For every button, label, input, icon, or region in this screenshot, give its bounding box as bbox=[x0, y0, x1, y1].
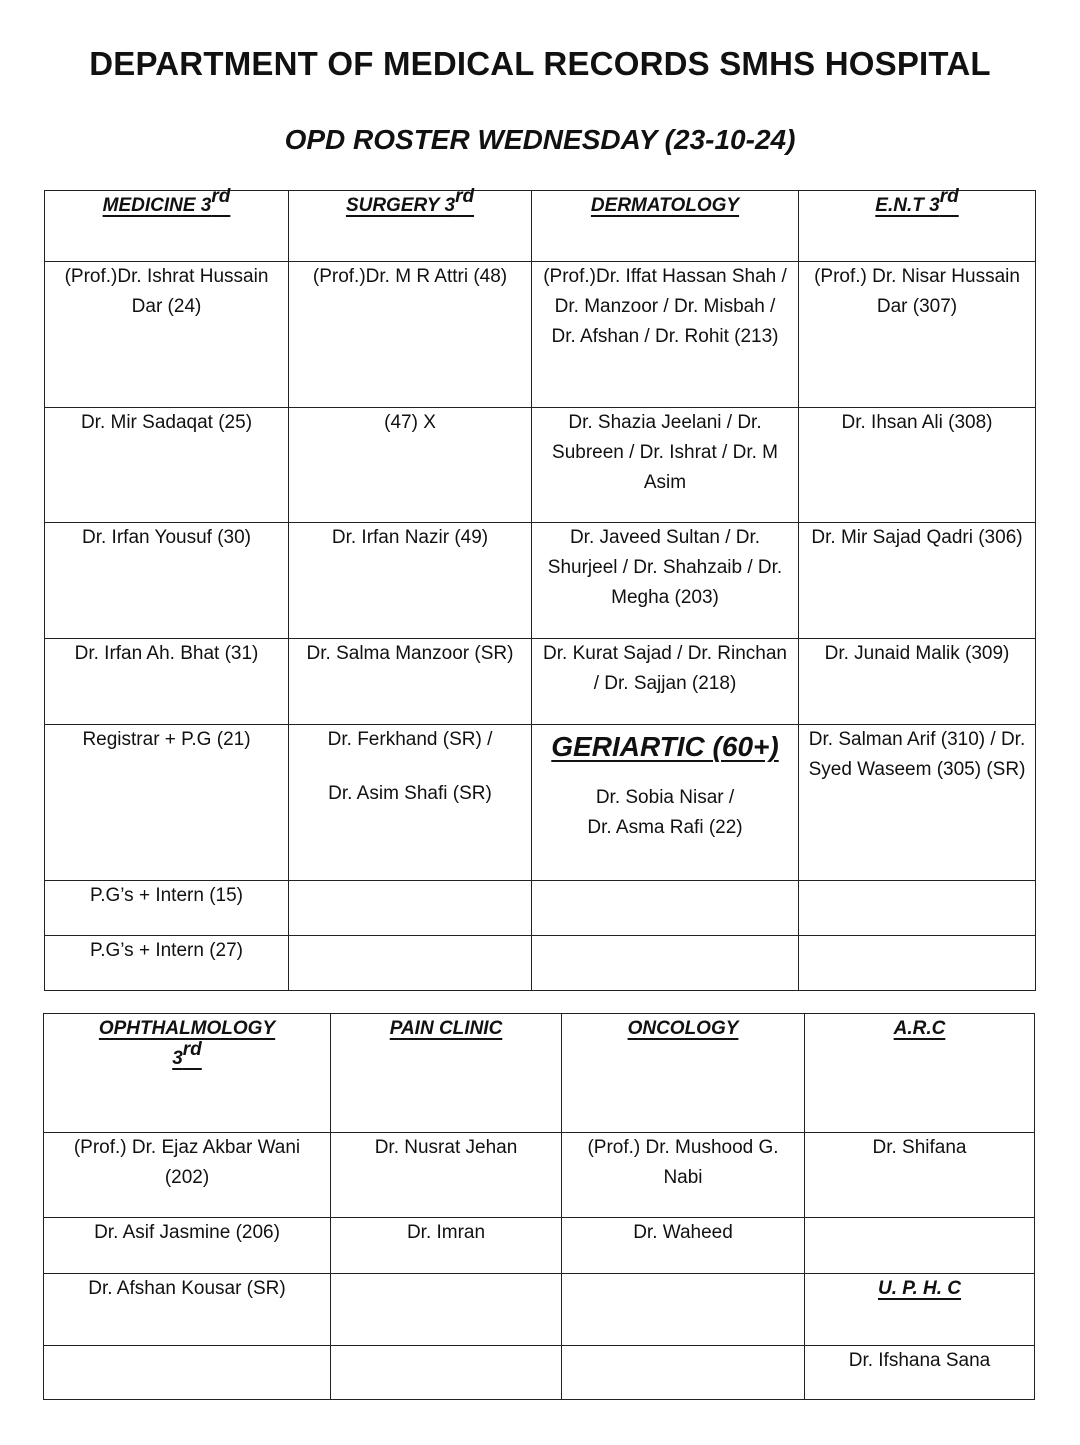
table-cell: Dr. Ihsan Ali (308) bbox=[799, 408, 1036, 523]
table-cell bbox=[562, 1346, 805, 1400]
table-cell: (Prof.)Dr. Iffat Hassan Shah / Dr. Manzoor / Dr. Misbah / Dr. Afshan / Dr. Rohit (213) bbox=[532, 262, 799, 408]
table-cell bbox=[532, 936, 799, 991]
header-surgery: SURGERY 3rd bbox=[289, 191, 532, 262]
geriatric-heading: GERIARTIC (60+) bbox=[551, 731, 779, 762]
table-cell bbox=[331, 1274, 562, 1346]
table-cell: (Prof.) Dr. Ejaz Akbar Wani (202) bbox=[44, 1133, 331, 1218]
table-row bbox=[45, 639, 1036, 725]
table-row bbox=[44, 1218, 1035, 1274]
roster-subtitle: OPD ROSTER WEDNESDAY (23-10-24) bbox=[284, 124, 796, 155]
cell-line: Dr. Ferkhand (SR) / bbox=[327, 729, 493, 750]
table-cell: Dr. Mir Sajad Qadri (306) bbox=[799, 523, 1036, 639]
header-ophthalmology: OPHTHALMOLOGY 3rd bbox=[44, 1014, 331, 1133]
table-cell: Dr. Shazia Jeelani / Dr. Subreen / Dr. Ishrat / Dr. M Asim bbox=[532, 408, 799, 523]
table-row bbox=[44, 1346, 1035, 1400]
table-cell: Dr. Irfan Ah. Bhat (31) bbox=[45, 639, 289, 725]
header-oncology: ONCOLOGY bbox=[562, 1014, 805, 1133]
table-cell: (Prof.)Dr. Ishrat Hussain Dar (24) bbox=[45, 262, 289, 408]
cell-line: Dr. Sobia Nisar / bbox=[595, 787, 735, 808]
table-row bbox=[45, 881, 1036, 936]
table-cell: Dr. Waheed bbox=[562, 1218, 805, 1274]
table-row bbox=[45, 262, 1036, 408]
table-row bbox=[45, 523, 1036, 639]
table-cell: Dr. Nusrat Jehan bbox=[331, 1133, 562, 1218]
table-cell: Dr. Salma Manzoor (SR) bbox=[289, 639, 532, 725]
table-cell bbox=[289, 881, 532, 936]
roster-table-main bbox=[44, 185, 1036, 991]
table-cell: Dr. Asif Jasmine (206) bbox=[44, 1218, 331, 1274]
table-cell: Dr. Irfan Yousuf (30) bbox=[45, 523, 289, 639]
table-cell bbox=[799, 881, 1036, 936]
table-cell bbox=[289, 936, 532, 991]
table-cell: Registrar + P.G (21) bbox=[45, 725, 289, 881]
page-title: DEPARTMENT OF MEDICAL RECORDS SMHS HOSPITAL bbox=[89, 45, 991, 82]
table-row bbox=[45, 408, 1036, 523]
table-cell: Dr. Irfan Nazir (49) bbox=[289, 523, 532, 639]
header-arc: A.R.C bbox=[805, 1014, 1035, 1133]
header-dermatology: DERMATOLOGY bbox=[532, 191, 799, 262]
table-cell: (Prof.)Dr. M R Attri (48) bbox=[289, 262, 532, 408]
table-cell-geriatric bbox=[532, 725, 799, 881]
table-cell bbox=[44, 1346, 331, 1400]
table-cell bbox=[562, 1274, 805, 1346]
table-cell: Dr. Javeed Sultan / Dr. Shurjeel / Dr. Shahzaib / Dr. Megha (203) bbox=[532, 523, 799, 639]
table-cell: (Prof.) Dr. Mushood G. Nabi bbox=[562, 1133, 805, 1218]
table-cell bbox=[799, 936, 1036, 991]
header-pain-clinic: PAIN CLINIC bbox=[331, 1014, 562, 1133]
table-cell: Dr. Junaid Malik (309) bbox=[799, 639, 1036, 725]
header-uphc: U. P. H. C bbox=[805, 1274, 1035, 1346]
table-cell: Dr. Ifshana Sana bbox=[805, 1346, 1035, 1400]
table-cell: (47) X bbox=[289, 408, 532, 523]
table-row bbox=[45, 936, 1036, 991]
table-cell: P.G’s + Intern (15) bbox=[45, 881, 289, 936]
table-header-row bbox=[44, 1014, 1035, 1133]
table-cell: P.G’s + Intern (27) bbox=[45, 936, 289, 991]
table-cell bbox=[331, 1346, 562, 1400]
table-header-row bbox=[45, 191, 1036, 262]
cell-line: Dr. Asim Shafi (SR) bbox=[328, 783, 492, 804]
cell-line: Dr. Asma Rafi (22) bbox=[587, 817, 743, 838]
table-cell: Dr. Kurat Sajad / Dr. Rinchan / Dr. Sajjan (218) bbox=[532, 639, 799, 725]
table-cell: Dr. Shifana bbox=[805, 1133, 1035, 1218]
table-row bbox=[44, 1133, 1035, 1218]
table-row bbox=[44, 1274, 1035, 1346]
header-ent: E.N.T 3rd bbox=[799, 191, 1036, 262]
table-cell bbox=[805, 1218, 1035, 1274]
table-cell bbox=[289, 725, 532, 881]
table-cell: (Prof.) Dr. Nisar Hussain Dar (307) bbox=[799, 262, 1036, 408]
table-cell bbox=[532, 881, 799, 936]
header-medicine: MEDICINE 3rd bbox=[45, 191, 289, 262]
roster-table-secondary bbox=[43, 1013, 1035, 1400]
table-cell: Dr. Afshan Kousar (SR) bbox=[44, 1274, 331, 1346]
table-cell: Dr. Mir Sadaqat (25) bbox=[45, 408, 289, 523]
table-row bbox=[45, 725, 1036, 881]
table-cell: Dr. Imran bbox=[331, 1218, 562, 1274]
table-cell: Dr. Salman Arif (310) / Dr. Syed Waseem (305) (SR) bbox=[799, 725, 1036, 881]
